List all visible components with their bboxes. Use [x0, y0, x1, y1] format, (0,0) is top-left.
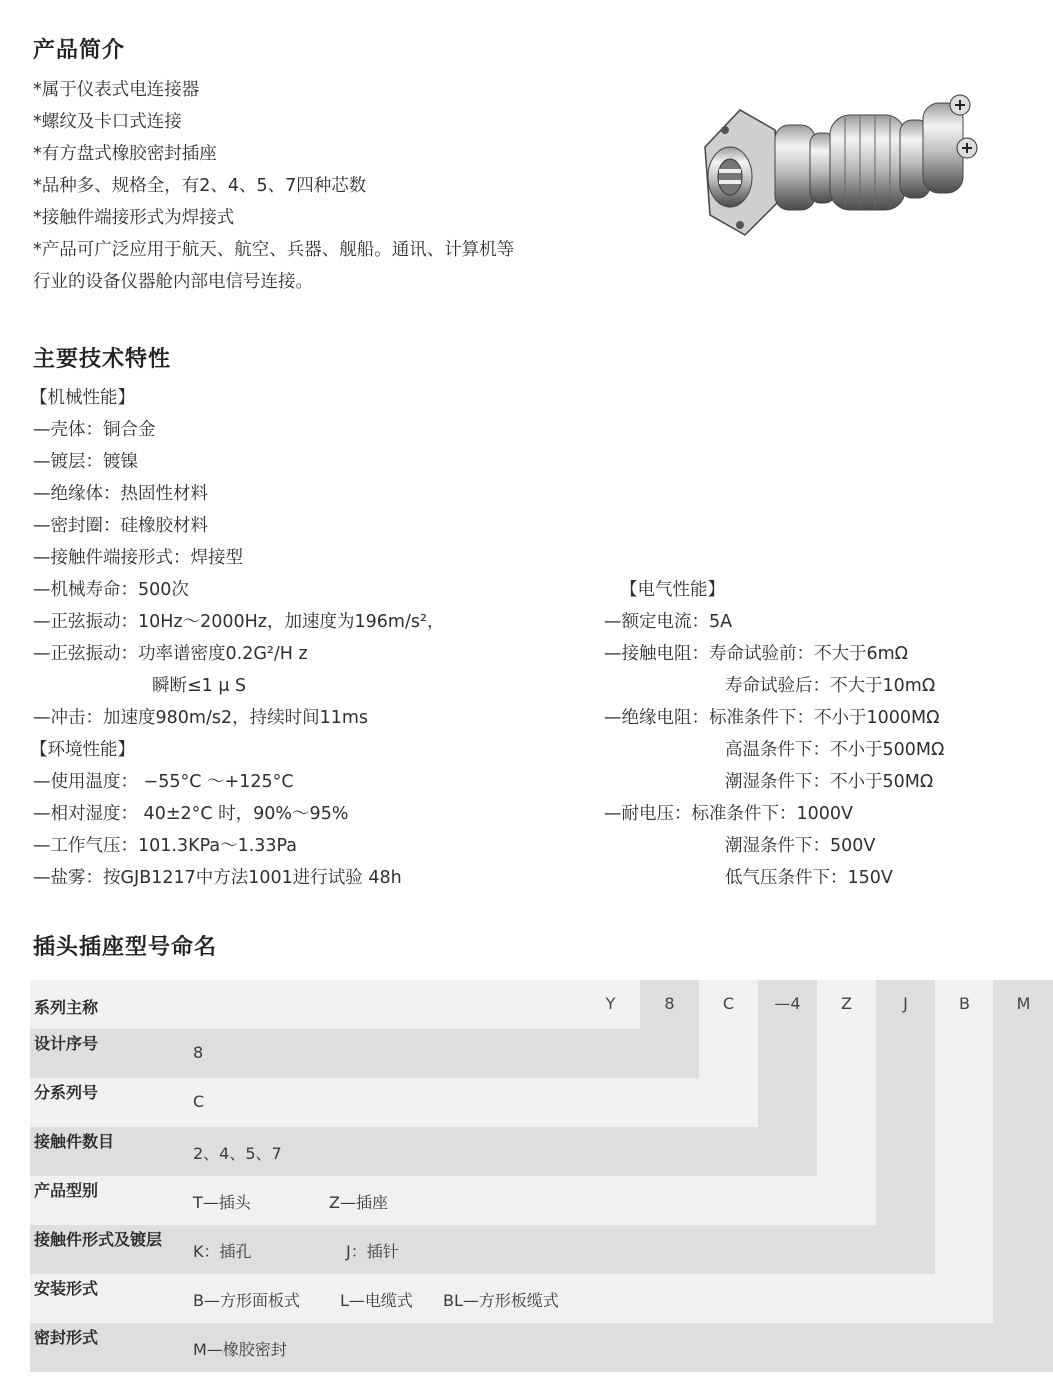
mechanical-heading: 【机械性能】	[30, 388, 135, 408]
row-label: 设计序号	[34, 1034, 99, 1053]
code-j: J	[903, 994, 908, 1013]
code-z: Z	[841, 994, 852, 1013]
intro-bullet: 行业的设备仪器舱内部电信号连接。	[33, 272, 313, 292]
code-column-m	[993, 980, 1053, 1372]
connector-icon	[695, 85, 985, 245]
naming-row	[30, 1225, 935, 1274]
naming-row	[30, 1176, 876, 1225]
row-label: 系列主称	[34, 998, 99, 1017]
model-naming-table	[30, 980, 1053, 1372]
row-label: 安装形式	[34, 1279, 99, 1298]
electrical-heading: 【电气性能】	[620, 580, 725, 600]
spec-item: —密封圈：硅橡胶材料	[33, 516, 208, 536]
naming-row	[30, 980, 640, 1029]
environmental-heading: 【环境性能】	[30, 740, 135, 760]
code-8: 8	[664, 994, 675, 1013]
intro-bullet: *接触件端接形式为焊接式	[33, 208, 235, 228]
row-value: B—方形面板式	[193, 1291, 300, 1310]
spec-item: —耐电压：标准条件下：1000V	[604, 804, 854, 824]
naming-row	[30, 1029, 699, 1078]
spec-item: —冲击：加速度980m/s2，持续时间11ms	[33, 708, 369, 728]
code-column-b	[935, 980, 993, 1323]
spec-item: —壳体：铜合金	[33, 420, 156, 440]
naming-row	[30, 1127, 817, 1176]
row-label: 分系列号	[34, 1083, 99, 1102]
spec-item: —接触电阻：寿命试验前：不大于6mΩ	[604, 644, 909, 664]
naming-row	[30, 1323, 993, 1372]
spec-item: 潮湿条件下：不小于50MΩ	[725, 772, 934, 792]
spec-item: 低气压条件下：150V	[725, 868, 893, 888]
row-label: 产品型别	[34, 1181, 99, 1200]
spec-item: 潮湿条件下：500V	[725, 836, 876, 856]
spec-item: 高温条件下：不小于500MΩ	[725, 740, 945, 760]
row-value: T—插头	[193, 1193, 251, 1212]
naming-row	[30, 1078, 758, 1127]
spec-item: —绝缘电阻：标准条件下：不小于1000MΩ	[604, 708, 940, 728]
spec-item: —盐雾：按GJB1217中方法1001进行试验 48h	[33, 868, 402, 888]
row-value: L—电缆式	[340, 1291, 413, 1310]
spec-item: —绝缘体：热固性材料	[33, 484, 208, 504]
row-label: 接触件形式及镀层	[34, 1230, 163, 1249]
intro-bullet: *属于仪表式电连接器	[33, 80, 200, 100]
row-value: 2、4、5、7	[193, 1144, 282, 1163]
connector-product-image	[695, 85, 985, 245]
spec-item: —使用温度： −55°C ～+125°C	[33, 772, 294, 792]
row-label: 接触件数目	[34, 1132, 115, 1151]
spec-item: 寿命试验后：不大于10mΩ	[725, 676, 936, 696]
spec-item: —机械寿命：500次	[33, 580, 189, 600]
naming-title: 插头插座型号命名	[33, 935, 218, 960]
row-value: K：插孔	[193, 1242, 252, 1261]
row-value: C	[193, 1092, 205, 1111]
code-c: C	[722, 994, 735, 1013]
code-y: Y	[605, 994, 616, 1013]
spec-item: —相对湿度： 40±2°C 时，90%～95%	[33, 804, 349, 824]
row-value: M—橡胶密封	[193, 1340, 287, 1359]
row-value: BL—方形板缆式	[443, 1291, 559, 1310]
spec-item: —额定电流：5A	[604, 612, 733, 632]
spec-item: 瞬断≤1 μ S	[152, 676, 247, 696]
specs-title: 主要技术特性	[33, 347, 172, 372]
code-m: M	[1016, 994, 1031, 1013]
intro-bullet: *品种多、规格全，有2、4、5、7四种芯数	[33, 176, 367, 196]
row-label: 密封形式	[34, 1328, 99, 1347]
row-value: Z—插座	[329, 1193, 388, 1212]
spec-item: —正弦振动：10Hz～2000Hz，加速度为196m/s²，	[33, 612, 445, 632]
spec-item: —工作气压：101.3KPa～1.33Pa	[33, 836, 298, 856]
intro-bullet: *有方盘式橡胶密封插座	[33, 144, 217, 164]
spec-item: —接触件端接形式：焊接型	[33, 548, 243, 568]
intro-bullet: *产品可广泛应用于航天、航空、兵器、舰船。通讯、计算机等	[33, 240, 515, 260]
row-value: 8	[193, 1043, 204, 1062]
intro-bullet: *螺纹及卡口式连接	[33, 112, 182, 132]
intro-title: 产品简介	[33, 38, 126, 63]
code-b: B	[959, 994, 970, 1013]
row-value: J：插针	[346, 1242, 399, 1261]
spec-item: —正弦振动：功率谱密度0.2G²/H z	[33, 644, 308, 664]
spec-item: —镀层：镀镍	[33, 452, 138, 472]
code-4: —4	[774, 994, 801, 1013]
